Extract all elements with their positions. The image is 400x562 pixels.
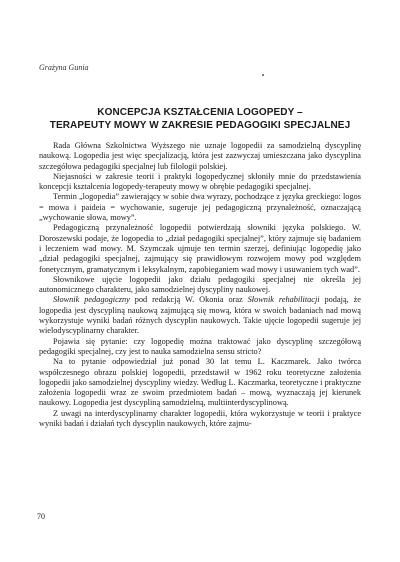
inline-text: podają, że logopedia jest dyscypliną naukową zajmującą się mową, która w swoich badaniach nad mową wykorzystuje wyniki badań różnych dyscyplin naukowych. Takie ujęcie logopedii sugeruje jej wielodyscyplinarny charakter. <box>39 295 361 336</box>
title-line-2: TERAPEUTY MOWY W ZAKRESIE PEDAGOGIKI SPECJALNEJ <box>49 120 351 131</box>
chapter-title <box>40 106 360 132</box>
italic-title: Słownik pedagogiczny <box>53 295 130 305</box>
paragraph: Pojawia się pytanie: czy logopedię można traktować jako dyscyplinę szczegółową pedagogiki specjalnej, czy jest to nauka samodzielna sensu stricto? <box>39 336 361 356</box>
scan-speck <box>262 74 264 76</box>
paragraph-dictionaries <box>39 295 361 336</box>
paragraph: Z uwagi na interdyscyplinarny charakter logopedii, która wykorzystuje w teorii i praktyce wyniki badań i działań tych dyscyplin naukowych, które zajmu- <box>39 408 361 429</box>
page-number: 70 <box>37 512 45 521</box>
paragraph: Na to pytanie odpowiedział już ponad 30 lat temu L. Kaczmarek. Jako twórca współczesnego obrazu polskiej logopedii, przedstawił w 1962 roku teoretyczne założenia logopedii jako samodzielnej dyscypliny wiedzy. Według L. Kaczmarka, teoretyczne i praktyczne założenia logopedii wraz ze swoim przedmiotem badań – mową, wyznaczają jej kierunek naukowy. Logopedia jest dyscypliną samodzielną, multiinterdyscyplinową. <box>39 357 361 408</box>
body-text <box>39 141 361 429</box>
title-line-1: KONCEPCJA KSZTAŁCENIA LOGOPEDY – <box>97 107 303 118</box>
paragraph: Pedagogiczną przynależność logopedii potwierdzają słowniki języka polskiego. W. Doroszewski podaje, że logopedia to „dział pedagogiki specjalnej”, który zajmuje się badaniem i leczeniem wad mowy. M. Szymczak ujmuje ten termin szerzej, definiując logopedię jako „dział pedagogiki specjalnej, zajmujący się prawidłowym rozwojem mowy pod względem fonetycznym, gramatycznym i leksykalnym, zapobieganiem wad mowy i usuwaniem tych wad”. <box>39 223 361 274</box>
author-name: Grażyna Gunia <box>39 63 89 72</box>
paragraph: Niejasności w zakresie teorii i praktyki logopedycznej skłoniły mnie do przedstawienia koncepcji kształcenia logopedy-terapeuty mowy w obrębie pedagogiki specjalnej. <box>39 171 361 192</box>
inline-text: pod redakcją W. Okonia oraz <box>129 295 248 305</box>
paragraph: Rada Główna Szkolnictwa Wyższego nie uznaje logopedii za samodzielną dyscyplinę naukową. Logopedia jest więc specjalizacją, która jest zazwyczaj umieszczana jako dyscyplina szczegółowa pedagogiki specjalnej lub filologii polskiej. <box>39 141 361 171</box>
paragraph: Termin „logopedia” zawierający w sobie dwa wyrazy, pochodzące z języka greckiego: logos = mowa i paideia = wychowanie, sugeruje jej pedagogiczną przynależność, oznaczającą „wychowanie słowa, mowy”. <box>39 192 361 223</box>
italic-title: Słownik rehabilitacji <box>247 295 320 305</box>
paragraph: Słownikowe ujęcie logopedii jako działu pedagogiki specjalnej nie określa jej autonomicznego charakteru, jako samodzielnej dyscypliny naukowej. <box>39 274 361 295</box>
